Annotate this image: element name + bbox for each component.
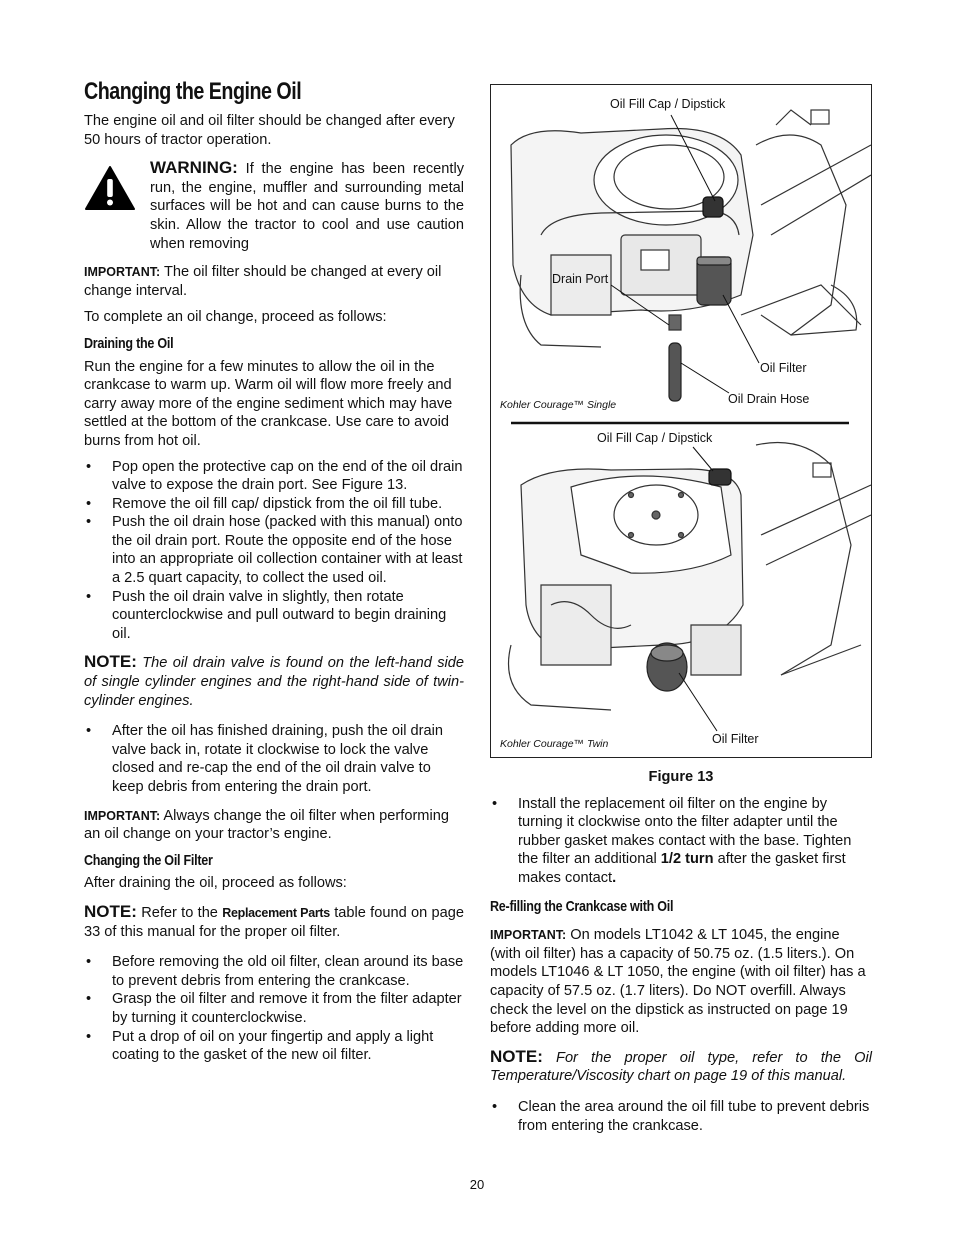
list-item: • Grasp the oil filter and remove it from the filter adapter by turning it counterclockwise. (86, 991, 462, 1026)
draining-text: Run the engine for a few minutes to allow the oil in the crankcase to warm up. Warm oil will flow more freely and carry away more of the engine sediment which may have settled at the bottom of the crankcase. Use care to avoid burns from hot oil. (84, 358, 453, 449)
filter-heading: Changing the Oil Filter (84, 852, 213, 869)
list-item: • Install the replacement oil filter on the engine by turning it clockwise onto the filter adapter until the rubber gasket makes contact with the base. Tighten the filter an additional 1/2 turn after the gasket first makes contact. (492, 795, 852, 886)
filter-text: After draining the oil, proceed as follows: (84, 875, 347, 892)
draining-bullets-2 (84, 722, 464, 796)
important-capacity (490, 926, 872, 1038)
page-number: 20 (469, 1177, 485, 1192)
important-label: IMPORTANT: (490, 928, 567, 943)
note-label: NOTE: (84, 901, 137, 921)
note-text: The oil drain valve is found on the left-hand side of single cylinder engines and the right-hand side of twin-cylinder engines. (84, 655, 464, 709)
oil-type-note (490, 1048, 872, 1086)
list-item: • Remove the oil fill cap/ dipstick from the oil fill tube. (86, 495, 443, 512)
draining-bullets (84, 458, 464, 644)
warning-text: If the engine has been recently run, the engine, muffler and surrounding metal surfaces will be hot and can cause burns to the skin. Allow the tractor to cool and use caution when removing (150, 161, 464, 252)
important-text: Always change the oil filter when performing an oil change on your tractor’s engine. (84, 807, 449, 843)
twin-cylinder-engine (509, 443, 872, 711)
twin-oil-filter-label: Oil Filter (712, 732, 759, 746)
figure-13 (490, 84, 872, 758)
important-text: The oil filter should be changed at every oil change interval. (84, 264, 442, 299)
list-item: • Before removing the old oil filter, clean around its base to prevent debris from entering the crankcase. (86, 954, 464, 989)
twin-oil-fill-label: Oil Fill Cap / Dipstick (597, 431, 713, 445)
list-item: • Put a drop of oil on your fingertip and apply a light coating to the gasket of the new oil filter. (86, 1028, 434, 1064)
important-change-filter (84, 807, 464, 844)
drain-valve-note (84, 653, 464, 710)
warning-label: WARNING: (150, 158, 238, 178)
warning-icon (84, 165, 136, 211)
note-label: NOTE: (490, 1046, 543, 1066)
important-label: IMPORTANT: (84, 265, 161, 280)
engine-illustration (491, 85, 872, 758)
replacement-parts-ref: Replacement Parts (222, 905, 330, 920)
warning-block (84, 159, 464, 253)
replacement-parts-note: NOTE: Refer to the Replacement Parts table found on page 33 of this manual for the proper oil filter. (84, 901, 464, 940)
figure-title: Figure 13 (648, 769, 714, 785)
note-label: NOTE: (84, 652, 137, 672)
single-oil-drain-hose-label: Oil Drain Hose (728, 392, 810, 406)
important-text: On models LT1042 & LT 1045, the engine (with oil filter) has a capacity of 50.75 oz. (1.5 liters.). On models LT1046 & LT 1050, the engine (with oil filter) has a capacity of 57.5 oz. (1.7 liters). Do NOT overfill. Always check the level on the dipstick as instructed on page 19 before adding more oil. (490, 927, 866, 1037)
refill-heading: Re-filling the Crankcase with Oil (490, 898, 674, 915)
twin-caption: Kohler Courage™ Twin (500, 738, 609, 750)
left-column (84, 78, 464, 1073)
filter-bullets (84, 953, 464, 1065)
right-column (490, 84, 872, 1143)
list-item: • Push the oil drain hose (packed with this manual) onto the oil drain port. Route the opposite end of the hose into an appropriate oil collection container with at least a 2.5 quart capacity, to collect the used oil. (86, 514, 463, 587)
page-title: Changing the Engine Oil (84, 78, 302, 105)
intro-text: The engine oil and oil filter should be changed after every 50 hours of tractor operation. (84, 113, 455, 148)
important-oil-filter (84, 263, 464, 300)
single-caption: Kohler Courage™ Single (500, 399, 617, 411)
single-oil-filter-label: Oil Filter (760, 361, 807, 375)
single-drain-port-label: Drain Port (552, 272, 609, 286)
note-text: For the proper oil type, refer to the Oil Temperature/Viscosity chart on page 19 of this manual. (490, 1049, 872, 1085)
clean-bullets (490, 1098, 872, 1135)
draining-heading: Draining the Oil (84, 335, 174, 352)
list-item: • Pop open the protective cap on the end of the oil drain valve to expose the drain port. See Figure 13. (86, 458, 463, 494)
single-oil-fill-label: Oil Fill Cap / Dipstick (610, 97, 726, 111)
list-item: • Clean the area around the oil fill tube to prevent debris from entering the crankcase. (492, 1098, 870, 1134)
list-item: • After the oil has finished draining, push the oil drain valve back in, rotate it clockwise to lock the valve closed and re-cap the end of the oil drain valve to keep debris from entering the drain port. (86, 723, 443, 795)
important-label: IMPORTANT: (84, 808, 161, 823)
install-bullets (490, 795, 872, 888)
complete-text: To complete an oil change, proceed as follows: (84, 309, 387, 326)
list-item: • Push the oil drain valve in slightly, then rotate counterclockwise and pull outward to begin draining oil. (86, 588, 447, 642)
